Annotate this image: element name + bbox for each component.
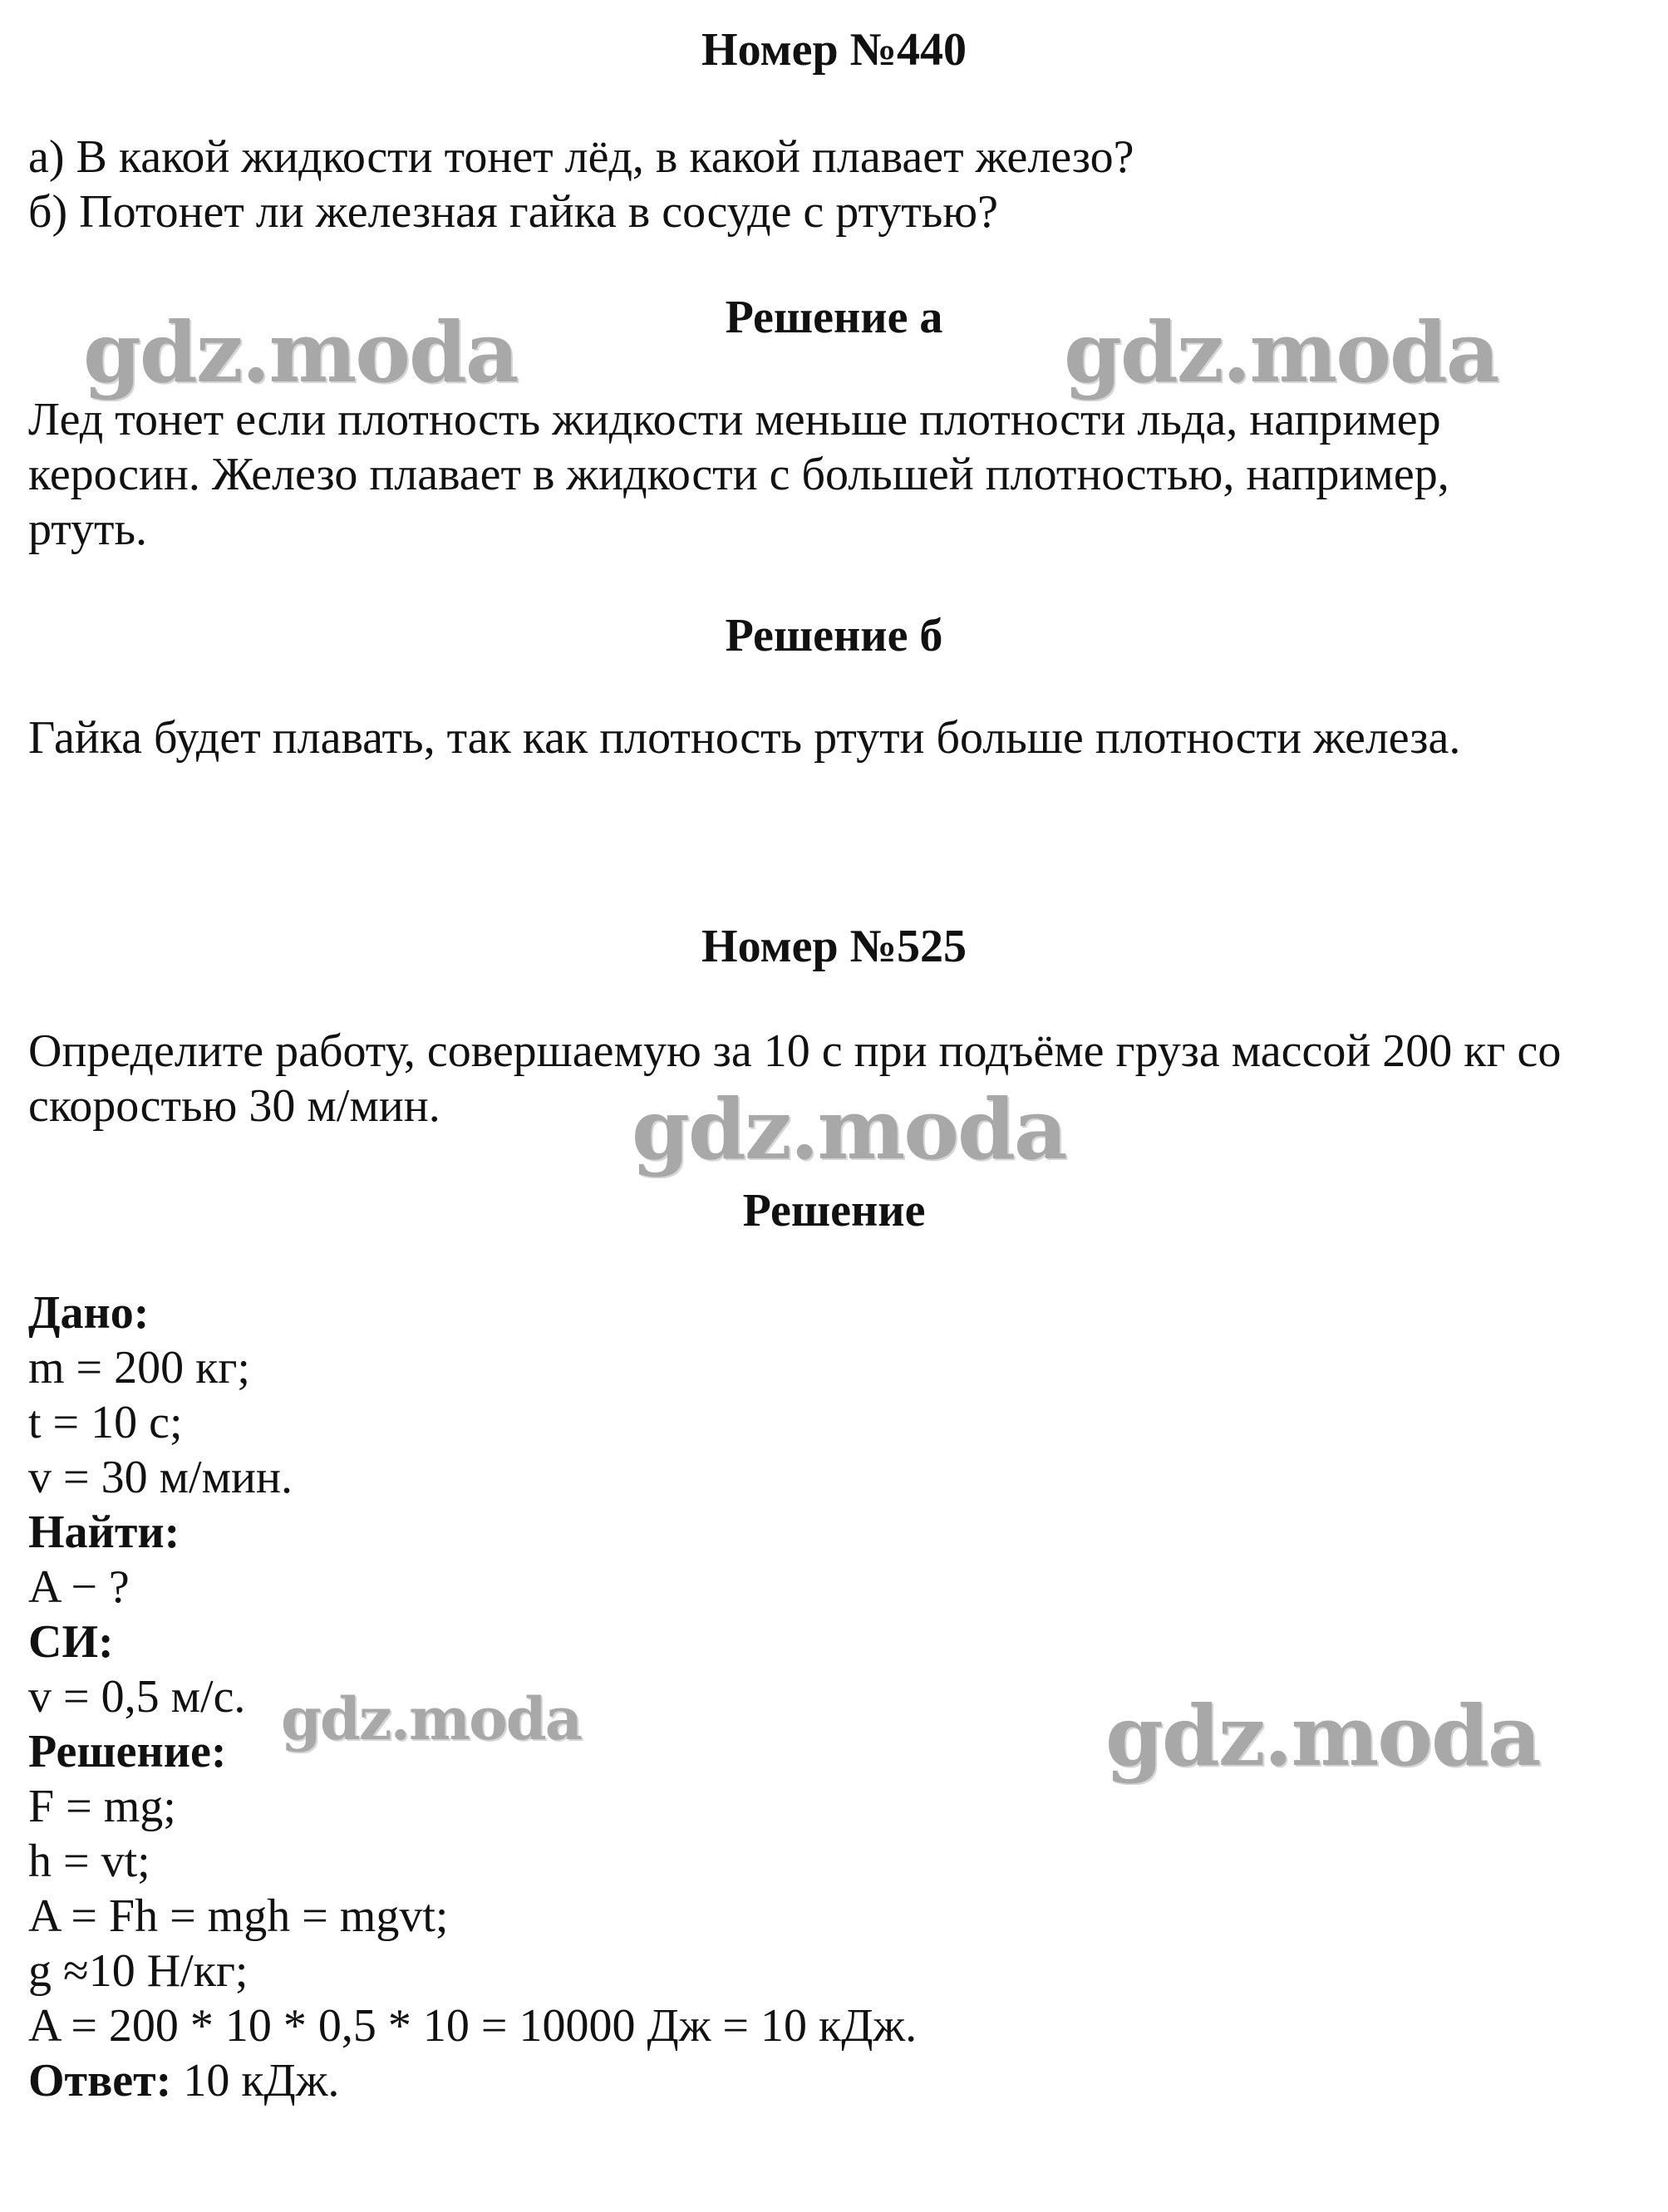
question-525-line-1: Определите работу, совершаемую за 10 с при подъёме груза массой 200 кг со xyxy=(28,1025,1562,1077)
step-calculation: A = 200 * 10 * 0,5 * 10 = 10000 Дж = 10 кДж. xyxy=(28,2000,918,2052)
given-mass: m = 200 кг; xyxy=(28,1342,250,1394)
solution-a-line-2: керосин. Железо плавает в жидкости с большей плотностью, например, xyxy=(28,449,1449,500)
given-time: t = 10 с; xyxy=(28,1397,183,1448)
si-value: v = 0,5 м/с. xyxy=(28,1671,246,1723)
given-speed: v = 30 м/мин. xyxy=(28,1452,293,1503)
given-label: Дано: xyxy=(28,1287,150,1339)
solution-b-text: Гайка будет плавать, так как плотность ртути больше плотности железа. xyxy=(28,712,1461,764)
step-gravity: g ≈10 Н/кг; xyxy=(28,1945,248,1997)
answer-line xyxy=(28,2053,339,2108)
si-label: СИ: xyxy=(28,1616,114,1668)
answer-value: 10 кДж. xyxy=(171,2055,340,2106)
solution-b-heading: Решение б xyxy=(725,610,943,661)
step-work-formula: A = Fh = mgh = mgvt; xyxy=(28,1890,449,1942)
step-height: h = vt; xyxy=(28,1836,150,1887)
find-value: A − ? xyxy=(28,1561,130,1613)
solution-label: Решение: xyxy=(28,1726,227,1777)
watermark-5: gdz.moda xyxy=(1105,1687,1540,1785)
step-force: F = mg; xyxy=(28,1781,176,1832)
question-525-line-2: скоростью 30 м/мин. xyxy=(28,1080,440,1132)
answer-label: Ответ: xyxy=(28,2055,172,2106)
solution-heading: Решение xyxy=(742,1185,926,1236)
problem-525-title: Номер №525 xyxy=(701,921,967,972)
question-b: б) Потонет ли железная гайка в сосуде с ртутью? xyxy=(28,186,998,238)
watermark-1: gdz.moda xyxy=(83,303,518,401)
watermark-3: gdz.moda xyxy=(632,1080,1066,1178)
solution-a-line-3: ртуть. xyxy=(28,504,148,555)
question-a: а) В какой жидкости тонет лёд, в какой плавает железо? xyxy=(28,131,1134,183)
watermark-4: gdz.moda xyxy=(281,1684,582,1753)
find-label: Найти: xyxy=(28,1507,180,1558)
watermark-2: gdz.moda xyxy=(1064,303,1498,401)
problem-440-title: Номер №440 xyxy=(701,24,967,76)
solution-a-line-1: Лед тонет если плотность жидкости меньше плотности льда, например xyxy=(28,394,1441,445)
solution-a-heading: Решение а xyxy=(725,292,943,343)
